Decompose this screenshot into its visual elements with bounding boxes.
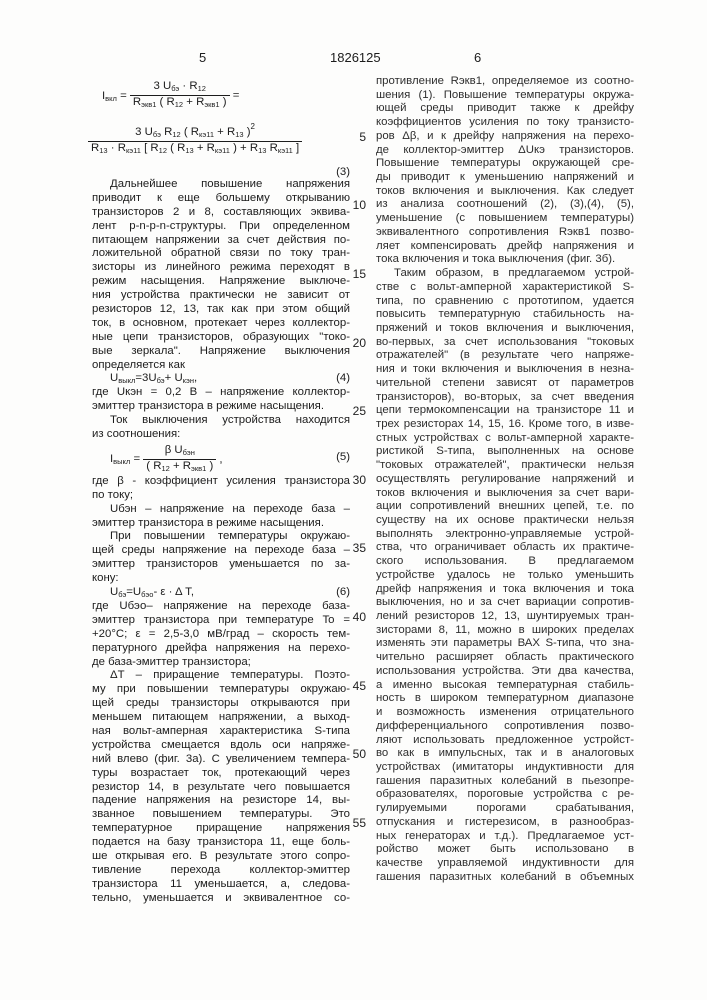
text-line: ний влево (фиг. 3а). С увеличением темпера- [92,753,350,767]
text-line: ского использования. В предлагаемом [376,555,634,569]
text-line: транзистора 11 уменьшается, а, следова- [92,878,350,892]
text-line: ΔT – приращение температуры. Поэто- [92,669,350,683]
text-line: где Uбэо– напряжение на переходе база- [92,600,350,614]
formula-text: + U [165,372,183,384]
text-line: подается на базу транзистора 11, еще боль- [92,836,350,850]
text-line: во как в импульсных, так и в аналоговых [376,747,634,761]
text-line: туры возрастает ток, протекающий через [92,767,350,781]
text-line: Uбэн – напряжение на переходе база – [92,503,350,517]
text-line: ток, в основном, протекает через коллектор- [92,317,350,331]
formula-subscript: кэн [183,376,194,385]
text-line: стве с вольт-амперной характеристикой S- [376,281,634,295]
text-line: резистор 14, в результате чего повышается [92,781,350,795]
text-line: чительной степени зависят от параметров [376,377,634,391]
margin-line-number: 5 [346,130,366,144]
text-line: где β - коэффициент усиления транзистора [92,475,350,489]
text-line: Повышение температуры окружающей сре- [376,157,634,171]
paragraph [92,669,350,905]
formula-text: ( R [181,126,199,138]
equation-label: (3) [336,166,350,178]
text-line: ройство может быть использовано в [376,843,634,857]
formula-subscript: 13 [99,146,107,155]
text-line: образователях, пороговые устройства с ре- [376,788,634,802]
text-line: эмиттер транзистора в режиме насыщения. [92,517,350,531]
formula-text: ( R [156,96,174,108]
paragraph [92,386,350,414]
text-line: лент p-n-p-n-структуры. При определенном [92,220,350,234]
formula-text: R [161,126,172,138]
formula-text: I [110,453,113,465]
text-line: во-первых, за счет использования "токовых [376,336,634,350]
paragraph [376,75,634,267]
paragraph [92,178,350,372]
text-line: использования устройства. Эти два качества, [376,665,634,679]
text-line: ляет компенсировать дрейф напряжения и [376,240,634,254]
text-line: по току; [92,489,350,503]
text-line: эмиттер транзистора при температуре To = [92,614,350,628]
text-line: и возможность изменения отрицательного [376,706,634,720]
formula-text: R [266,142,277,154]
text-line: эквивалентного сопротивления Rэкв1 позво- [376,226,634,240]
text-line: пературного дрейфа напряжения на перехо- [92,642,350,656]
text-line: уменьшение (с повышением температуры) [376,212,634,226]
text-line: выполнять электронно-управляемые устрой- [376,528,634,542]
text-line: "токовых отражателей", практически нельзя [376,459,634,473]
text-line: ше открывая его. В результате этого сопро- [92,850,350,864]
formula-subscript: экв1 [191,464,206,473]
text-line: дрейф напряжения и тока включения и тока [376,583,634,597]
text-line: режим насыщения. Напряжение выключе- [92,275,350,289]
text-line: ации сопротивлений внешних цепей, т.е. по [376,500,634,514]
text-line: ных генераторах и т.д.). Предлагаемое уст- [376,830,634,844]
equation-5 [92,442,350,475]
formula-text: = [130,453,143,465]
text-line: выключения, но и за счет вариации сопротив- [376,596,634,610]
text-line: из анализа соотношений (2), (3),(4), (5), [376,198,634,212]
text-line: из соотношения: [92,428,350,442]
left-column [92,178,350,906]
formula-text: ) [206,460,213,472]
formula-subscript: 13 [235,130,243,139]
formula-text: [ R [141,142,159,154]
formula-subscript: кэ11 [215,146,230,155]
formula-text: ) [244,126,251,138]
text-line: токов включения и выключения за счет вари- [376,487,634,501]
formula-text: β U [165,444,183,456]
text-line: питающем напряжении за счет действия по- [92,234,350,248]
text-line: ния устройства практически не зависит от [92,289,350,303]
formula-subscript: бэ [157,376,165,385]
text-line: ства, что ограничивает область их практиче- [376,541,634,555]
formula-subscript: бэо [141,590,153,599]
text-line: Таким образом, в предлагаемом устрой- [376,267,634,281]
formula-subscript: 12 [172,130,180,139]
margin-line-number: 55 [346,816,366,830]
text-line: вые зеркала". Напряжение выключения [92,345,350,359]
text-line: токов включения и выключения. Как следует [376,185,634,199]
formula-text: I [102,90,105,102]
text-line: качестве управляемой индуктивности для [376,857,634,871]
formula-subscript: 12 [159,146,167,155]
formula-text: =U [126,586,141,598]
text-line: определяется как [92,359,350,373]
text-line: гашения паразитных колебаний в пьезопре- [376,775,634,789]
text-line: тельно, уменьшается и эквивалентное со- [92,892,350,906]
text-line: званное повышением температуры. Это [92,808,350,822]
text-line: стных устройствах с вольт-амперной характе- [376,432,634,446]
text-line: При повышении температуры окружаю- [92,530,350,544]
paragraph [92,600,350,669]
text-line: приводит к еще большему открыванию [92,192,350,206]
formula-subscript: кэ11 [126,146,141,155]
formula-text: · R [108,142,126,154]
margin-line-number: 30 [346,473,366,487]
formula-subscript: 12 [175,100,183,109]
formula-subscript: кэ11 [278,146,293,155]
formula-text: 3 U [153,80,171,92]
text-line: ристикой S-типа, выполненных на основе [376,445,634,459]
formula-text: + R [170,460,191,472]
formula-subscript: 13 [185,146,193,155]
text-line: гашения паразитных колебаний в объемных [376,871,634,885]
text-line: дифференциального сопротивления позво- [376,720,634,734]
margin-line-number: 20 [346,336,366,350]
formula-subscript: бэ [153,130,161,139]
text-line: транзисторов), во-вторых, за счет введения [376,391,634,405]
text-line: щей среды напряжение на переходе база – [92,544,350,558]
margin-line-number: 35 [346,541,366,555]
text-line: ная вольт-амперная характеристика S-типа [92,725,350,739]
text-line: де коллектор-эмиттер ΔUкэ транзисторов. [376,144,634,158]
formula-text: , [216,453,222,465]
paragraph [92,503,350,531]
formula-subscript: 12 [198,84,206,93]
formula-subscript: выкл [113,457,130,466]
text-line: ния и токи включения и выключения в незна- [376,363,634,377]
formula-text: U [110,372,118,384]
paragraph [376,267,634,884]
text-line: пряжений и токов включения и выключения, [376,322,634,336]
paragraph [92,475,350,503]
formula-text: U [110,586,118,598]
text-line: температурное приращение напряжения [92,822,350,836]
text-line: му при повышении температуры окружаю- [92,683,350,697]
formula-subscript: экв1 [141,100,156,109]
formula-superscript: 2 [251,122,255,131]
formula-subscript: 13 [258,146,266,155]
text-line: чительно расширяет область практического [376,651,634,665]
formula-subscript: 12 [161,464,169,473]
formula-text: ) [220,96,227,108]
formula-text: + R [183,96,204,108]
text-line: где Uкэн = 0,2 В – напряжение коллектор- [92,386,350,400]
text-line: гулируемыми порогами срабатывания, [376,802,634,816]
formula-part [88,141,302,157]
text-line: изменять эти параметры ВАХ S-типа, что зна- [376,637,634,651]
text-line: падение напряжения на резисторе 14, вы- [92,794,350,808]
formula-text: + R [194,142,215,154]
formula-subscript: выкл [118,376,135,385]
text-line: эмиттер транзисторов уменьшается по за- [92,558,350,572]
text-line: шения (1). Повышение температуры окружа- [376,89,634,103]
text-line: ды приводит к уменьшению напряжений и [376,171,634,185]
margin-line-number: 15 [346,267,366,281]
formula-text: ) + R [230,142,258,154]
formula-text: =3U [135,372,156,384]
formula-part [102,90,130,102]
equation [92,586,350,600]
text-line: ляют использовать предложенное устройст- [376,734,634,748]
text-line: резисторов 12, 13, так как при этом общий [92,303,350,317]
text-line: осуществлять регулирование напряжений и [376,473,634,487]
equation-label: (5) [336,451,350,463]
text-line: коэффициентов усиления по току транзисто- [376,116,634,130]
text-line: эмиттер транзистора в режиме насыщения. [92,400,350,414]
text-line: де база-эмиттер транзистора; [92,656,350,670]
formula-subscript: бэн [183,448,195,457]
formula-part [130,95,230,111]
text-line: а именно высокая температурная стабиль- [376,679,634,693]
formula-text: · R [179,80,197,92]
patent-number: 1826125 [330,50,381,65]
formula-text: R [133,96,141,108]
text-line: +20°C; ε = 2,5-3,0 мВ/град – скорость тем- [92,628,350,642]
margin-line-number: 25 [346,404,366,418]
formula-text: ( R [146,460,161,472]
formula-text: R [91,142,99,154]
formula-text: ] [293,142,299,154]
text-line: устройствах (имитаторы индуктивности для [376,761,634,775]
formula-text: - ε · Δ T, [153,586,194,598]
text-line: ров Δβ, и к дрейфу напряжения на перехо- [376,130,634,144]
formula-subscript: кэ11 [199,130,214,139]
paragraph [92,414,350,442]
formula-part [132,120,258,141]
formula-text: 3 U [135,126,153,138]
equation-label: (4) [336,372,350,386]
text-line: устройстве удалось не только уменьшить [376,569,634,583]
text-line: ность в широком температурном диапазоне [376,692,634,706]
margin-line-number: 40 [346,610,366,624]
text-line: лений резисторов 12, 13, шунтируемых тран- [376,610,634,624]
formula-subscript: бэ [171,84,179,93]
text-line: отражателей" (в результате чего напряже- [376,349,634,363]
margin-line-number: 45 [346,679,366,693]
formula-text: ( R [167,142,185,154]
text-line: щей среды транзисторы открываются при [92,697,350,711]
text-line: меньшем питающем напряжении, а выход- [92,711,350,725]
text-line: Дальнейшее повышение напряжения [92,178,350,192]
left-page-number: 5 [199,50,206,65]
text-line: отпускания и гистерезисом, в разнообраз- [376,816,634,830]
formula-subscript: экв1 [204,100,219,109]
equation-label: (6) [336,586,350,600]
equation [92,372,350,386]
text-line: противление Rэкв1, определяемое из соотно- [376,75,634,89]
formula-part [150,80,208,95]
formula-text: = [117,90,130,102]
formula-subscript: вкл [105,94,117,103]
right-column [376,75,634,884]
text-line: цепи термокомпенсации на транзисторе 11 и [376,404,634,418]
text-line: ющей среды приводит также к дрейфу [376,102,634,116]
formula-text: + R [214,126,235,138]
text-line: типа, по сравнению с прототипом, удается [376,295,634,309]
text-line: трех резисторах 14, 15, 16. Кроме того, в изве- [376,418,634,432]
text-line: Ток выключения устройства находится [92,414,350,428]
text-line: ложительной обратной связи по току тран- [92,247,350,261]
equals-sign: = [230,90,240,102]
text-line: кону: [92,572,350,586]
text-line: тивление перехода коллектор-эмиттер [92,864,350,878]
text-line: зисторы из линейного режима переходят в [92,261,350,275]
margin-line-number: 10 [346,198,366,212]
text-line: зисторами 8, 11, можно в широких пределах [376,624,634,638]
formula-text: , [194,372,197,384]
right-page-number: 6 [474,50,481,65]
text-line: повысить температурную стабильность на- [376,308,634,322]
text-line: транзисторов 2 и 8, составляющих эквива- [92,206,350,220]
text-line: тока включения и тока выключения (фиг. 3б). [376,253,634,267]
text-line: устройства смещается вдоль оси напряже- [92,739,350,753]
margin-line-number: 50 [346,747,366,761]
formula-subscript: бэ [118,590,126,599]
text-line: ные цепи транзисторов, образующих "токо- [92,331,350,345]
paragraph [92,530,350,586]
text-line: существу на их основе практически нельзя [376,514,634,528]
